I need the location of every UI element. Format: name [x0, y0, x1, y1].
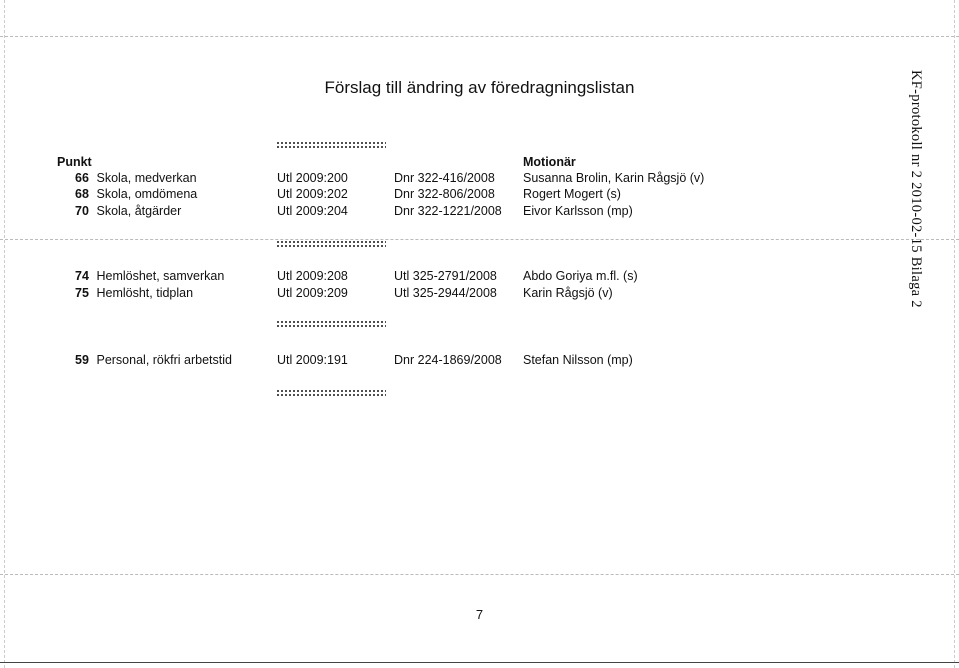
item-dnr: Dnr 322-416/2008 — [394, 171, 495, 185]
scan-line-lower — [0, 574, 959, 575]
list-item — [75, 268, 224, 284]
scan-edge-right — [954, 0, 955, 668]
item-motionar: Eivor Karlsson (mp) — [523, 204, 633, 218]
item-utl: Utl 2009:191 — [277, 353, 348, 367]
item-dnr: Utl 325-2791/2008 — [394, 269, 497, 283]
side-label: KF-protokoll nr 2 2010-02-15 Bilaga 2 — [908, 70, 924, 308]
list-item — [75, 203, 181, 219]
item-dnr: Dnr 322-806/2008 — [394, 187, 495, 201]
item-dnr: Utl 325-2944/2008 — [394, 286, 497, 300]
scan-line-mid — [0, 239, 959, 240]
item-motionar: Abdo Goriya m.fl. (s) — [523, 269, 638, 283]
item-motionar: Karin Rågsjö (v) — [523, 286, 613, 300]
item-utl: Utl 2009:208 — [277, 269, 348, 283]
item-utl: Utl 2009:200 — [277, 171, 348, 185]
item-number: 68 — [75, 187, 89, 201]
item-motionar: Rogert Mogert (s) — [523, 187, 621, 201]
scan-line-top — [0, 36, 959, 37]
item-title: Hemlöshet, samverkan — [96, 269, 225, 283]
item-utl: Utl 2009:204 — [277, 204, 348, 218]
item-number: 74 — [75, 269, 89, 283]
dotted-separator — [276, 240, 386, 248]
document-title: Förslag till ändring av föredragningslistan — [324, 78, 635, 97]
dotted-separator — [276, 141, 386, 149]
item-dnr: Dnr 224-1869/2008 — [394, 353, 502, 367]
dotted-separator — [276, 389, 386, 397]
item-title: Hemlösht, tidplan — [96, 286, 194, 300]
header-motionar: Motionär — [523, 155, 576, 169]
item-title: Skola, omdömena — [96, 187, 198, 201]
list-item — [75, 352, 232, 368]
dotted-separator — [276, 320, 386, 328]
item-number: 66 — [75, 171, 89, 185]
item-number: 70 — [75, 204, 89, 218]
item-title: Personal, rökfri arbetstid — [96, 353, 232, 367]
item-motionar: Susanna Brolin, Karin Rågsjö (v) — [523, 171, 705, 185]
item-utl: Utl 2009:202 — [277, 187, 348, 201]
list-item — [75, 186, 197, 202]
item-title: Skola, åtgärder — [96, 204, 182, 218]
item-title: Skola, medverkan — [96, 171, 197, 185]
scan-line-bottom — [0, 662, 959, 663]
item-utl: Utl 2009:209 — [277, 286, 348, 300]
list-item — [75, 285, 193, 301]
list-item — [75, 170, 197, 186]
item-motionar: Stefan Nilsson (mp) — [523, 353, 633, 367]
item-dnr: Dnr 322-1221/2008 — [394, 204, 502, 218]
page-number: 7 — [475, 607, 484, 622]
scan-edge-left — [4, 0, 5, 668]
item-number: 59 — [75, 353, 89, 367]
header-punkt: Punkt — [57, 155, 92, 169]
item-number: 75 — [75, 286, 89, 300]
